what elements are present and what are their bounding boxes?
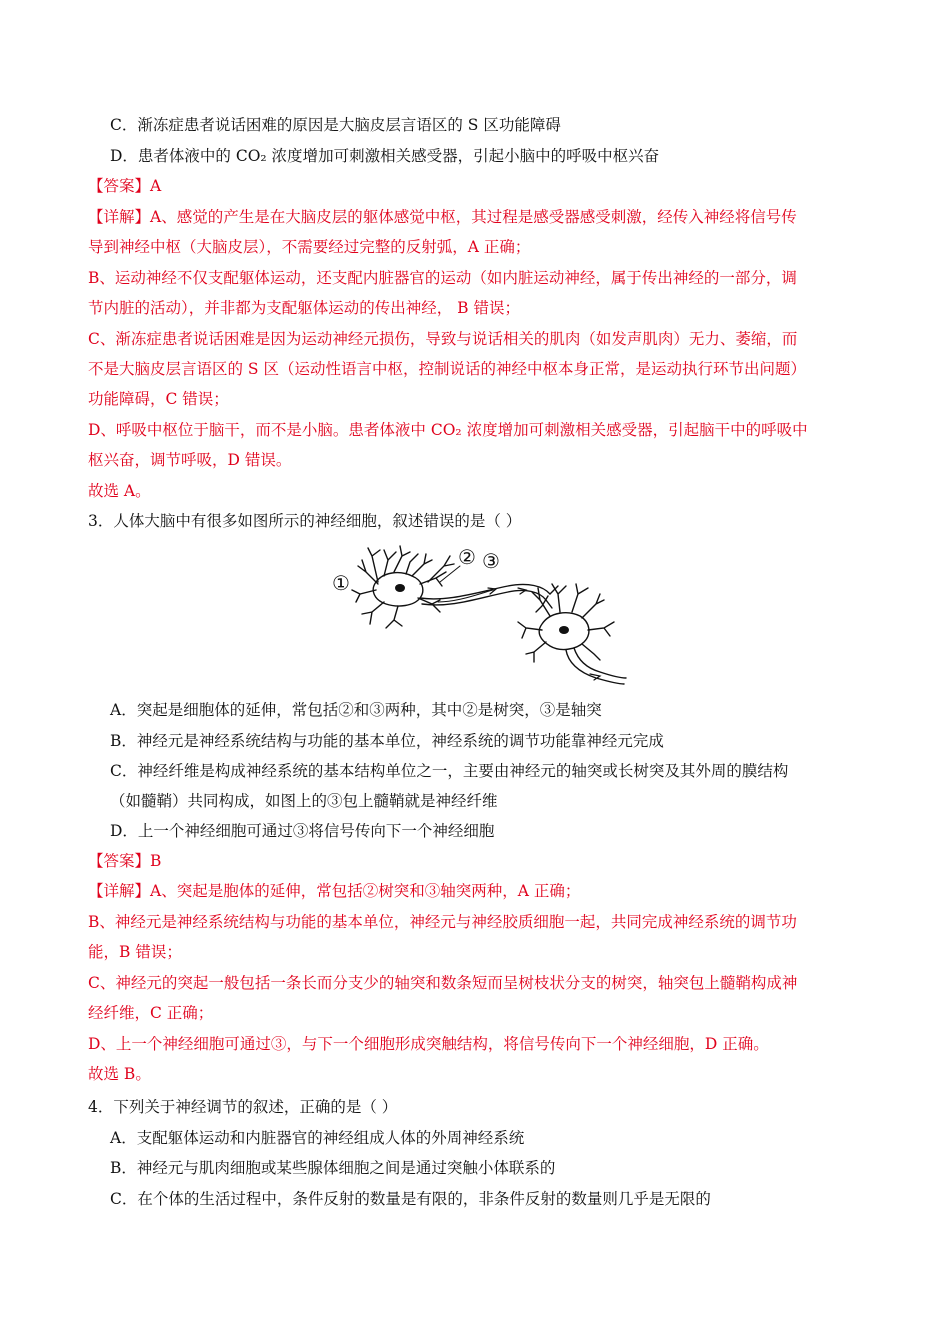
q4-stem: 4．下列关于神经调节的叙述，正确的是（ ） (88, 1098, 398, 1116)
q3-explain-line: C、神经元的突起一般包括一条长而分支少的轴突和数条短而呈树枝状分支的树突，轴突包上髓鞘构成神 (88, 974, 798, 992)
q2-explain-line: 不是大脑皮层言语区的 S 区（运动性语言中枢，控制说话的神经中枢本身正常，是运动执行环节出问题） (88, 360, 806, 378)
q2-conclusion: 故选 A。 (88, 482, 151, 500)
q2-explain-line: 节内脏的活动），并非都为支配躯体运动的传出神经， B 错误； (88, 299, 520, 317)
q3-stem: 3．人体大脑中有很多如图所示的神经细胞，叙述错误的是（ ） (88, 512, 522, 530)
label-three: ③ (482, 549, 500, 573)
neuron-figure (328, 542, 628, 688)
nucleus-dot (395, 584, 405, 592)
q2-answer: 【答案】A (88, 177, 162, 195)
q3-explain-line: D、上一个神经细胞可通过③，与下一个细胞形成突触结构，将信号传向下一个神经细胞，D 正确。 (88, 1035, 769, 1053)
q3-option-a[interactable]: A．突起是细胞体的延伸，常包括②和③两种，其中②是树突，③是轴突 (110, 701, 602, 719)
q3-explain-line: 经纤维，C 正确； (88, 1004, 214, 1022)
nucleus-dot (559, 626, 569, 634)
q4-option-b[interactable]: B．神经元与肌肉细胞或某些腺体细胞之间是通过突触小体联系的 (110, 1159, 556, 1177)
q3-option-b[interactable]: B．神经元是神经系统结构与功能的基本单位，神经系统的调节功能靠神经元完成 (110, 732, 664, 750)
q3-option-c[interactable]: C．神经纤维是构成神经系统的基本结构单位之一，主要由神经元的轴突或长树突及其外周的膜结构 (110, 762, 789, 780)
q3-option-d[interactable]: D．上一个神经细胞可通过③将信号传向下一个神经细胞 (110, 822, 495, 840)
q2-explain-line: C、渐冻症患者说话困难是因为运动神经元损伤，导致与说话相关的肌肉（如发声肌肉）无力、萎缩，而 (88, 330, 798, 348)
q3-conclusion: 故选 B。 (88, 1065, 151, 1083)
q2-explain-line: 枢兴奋，调节呼吸，D 错误。 (88, 451, 292, 469)
q2-explain-line: B、运动神经不仅支配躯体运动，还支配内脏器官的运动（如内脏运动神经，属于传出神经的一部分，调 (88, 269, 797, 287)
q3-explain-line: 【详解】A、突起是胞体的延伸，常包括②树突和③轴突两种，A 正确； (88, 882, 581, 900)
q3-explain-line: 能，B 错误； (88, 943, 182, 961)
q2-explain-line: D、呼吸中枢位于脑干，而不是小脑。患者体液中 CO₂ 浓度增加可刺激相关感受器，引起脑干中的呼吸中 (88, 421, 808, 439)
q2-option-c[interactable]: C．渐冻症患者说话困难的原因是大脑皮层言语区的 S 区功能障碍 (110, 116, 561, 134)
label-two: ② (458, 545, 476, 569)
q4-option-a[interactable]: A．支配躯体运动和内脏器官的神经组成人体的外周神经系统 (110, 1129, 525, 1147)
q3-explain-line: B、神经元是神经系统结构与功能的基本单位，神经元与神经胶质细胞一起，共同完成神经系统的调节功 (88, 913, 797, 931)
q2-explain-line: 【详解】A、感觉的产生是在大脑皮层的躯体感觉中枢，其过程是感受器感受刺激，经传入神经将信号传 (88, 208, 797, 226)
q2-option-d[interactable]: D．患者体液中的 CO₂ 浓度增加可刺激相关感受器，引起小脑中的呼吸中枢兴奋 (110, 147, 660, 165)
q3-option-c-cont: （如髓鞘）共同构成，如图上的③包上髓鞘就是神经纤维 (110, 792, 498, 810)
q4-option-c[interactable]: C．在个体的生活过程中，条件反射的数量是有限的，非条件反射的数量则几乎是无限的 (110, 1190, 711, 1208)
q2-explain-line: 导到神经中枢（大脑皮层），不需要经过完整的反射弧，A 正确； (88, 238, 531, 256)
q2-explain-line: 功能障碍，C 错误； (88, 390, 229, 408)
q3-answer: 【答案】B (88, 852, 162, 870)
label-one: ① (332, 571, 350, 595)
